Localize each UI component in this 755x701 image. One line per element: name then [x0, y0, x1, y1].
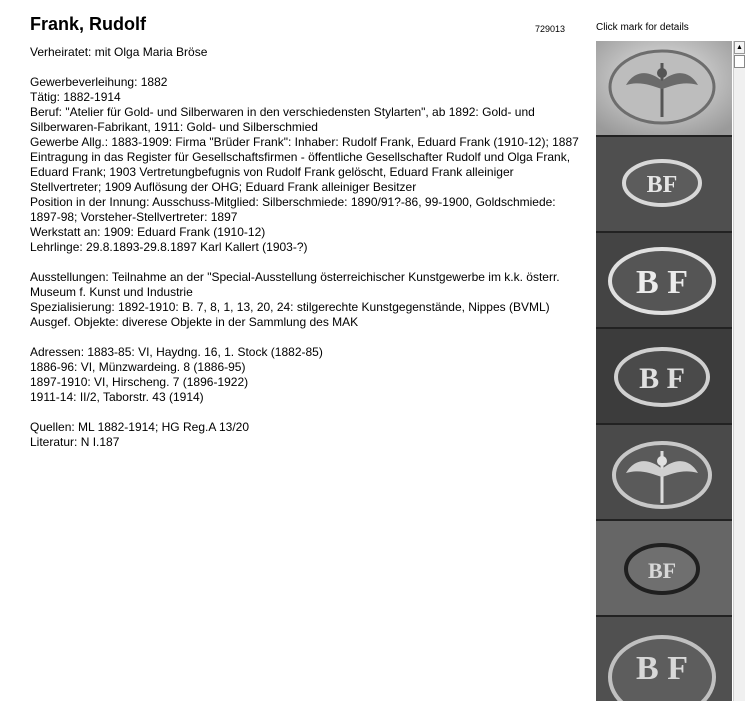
address-line: 1886-96: VI, Münzwardeing. 8 (1886-95) — [30, 360, 246, 374]
trade-general-line: Gewerbe Allg.: 1883-1909: Firma "Brüder Frank": Inhaber: Rudolf Frank, Eduard Frank (1910-12); 1887 Eintragung in das Register für Gesellschaftsfirmen - öffentliche Gesellschafter Rudolf und Olga Frank, Eduard Frank; 1903 Vertretungbefugnis von Rudolf Frank gelöscht, Eduard Frank alleiniger Stellvertreter; 1909 Auflösung der OHG; Eduard Frank alleiniger Besitzer — [30, 135, 579, 194]
svg-text:BF: BF — [647, 558, 677, 583]
svg-text:B F: B F — [639, 362, 685, 395]
bf-mark-icon — [596, 329, 732, 423]
vertical-scrollbar[interactable] — [733, 41, 745, 701]
scroll-thumb[interactable] — [734, 55, 745, 68]
marks-column — [596, 41, 732, 701]
marks-hint: Click mark for details — [596, 22, 689, 33]
bf-mark-icon — [596, 233, 732, 327]
specialization-line: Spezialisierung: 1892-1910: B. 7, 8, 1, 13, 20, 24: stilgerechte Kunstgegenstände, Nippes (BVML) — [30, 300, 550, 314]
profession-line: Beruf: "Atelier für Gold- und Silberwaren in den verschiedensten Stylarten", ab 1892: Gold- und Silberwaren-Fabrikant, 1911: Gold- und Silberschmied — [30, 105, 535, 134]
scroll-up-icon[interactable]: ▲ — [734, 41, 745, 54]
active-line: Tätig: 1882-1914 — [30, 90, 121, 104]
hallmark-image[interactable] — [596, 617, 732, 701]
apprentices-line: Lehrlinge: 29.8.1893-29.8.1897 Karl Kallert (1903-?) — [30, 240, 308, 254]
guild-position-line: Position in der Innung: Ausschuss-Mitglied: Silberschmiede: 1890/91?-86, 99-1900, Goldschmiede: 1897-98; Vorsteher-Stellvertreter: 1897 — [30, 195, 556, 224]
address-line: Adressen: 1883-85: VI, Haydng. 16, 1. Stock (1882-85) — [30, 345, 323, 359]
literature-line: Literatur: N I.187 — [30, 435, 120, 449]
caduceus-mark-icon — [596, 425, 732, 519]
hallmark-image[interactable] — [596, 329, 732, 423]
exhibitions-line: Ausstellungen: Teilnahme an der "Special-Ausstellung österreichischer Kunstgewerbe im k.k. österr. Museum f. Kunst und Industrie — [30, 270, 560, 299]
address-line: 1911-14: II/2, Taborstr. 43 (1914) — [30, 390, 204, 404]
sources-line: Quellen: ML 1882-1914; HG Reg.A 13/20 — [30, 420, 250, 434]
caduceus-mark-icon — [596, 41, 732, 135]
record-id: 729013 — [535, 24, 566, 34]
bf-mark-icon — [596, 137, 732, 231]
objects-line: Ausgef. Objekte: diverese Objekte in der Sammlung des MAK — [30, 315, 359, 329]
hallmark-image[interactable] — [596, 137, 732, 231]
married-line: Verheiratet: mit Olga Maria Bröse — [30, 45, 208, 59]
svg-text:B F: B F — [636, 264, 688, 301]
workshop-line: Werkstatt an: 1909: Eduard Frank (1910-12) — [30, 225, 266, 239]
hallmark-image[interactable] — [596, 41, 732, 135]
hallmark-image[interactable] — [596, 233, 732, 327]
svg-text:BF: BF — [646, 172, 678, 198]
address-line: 1897-1910: VI, Hirscheng. 7 (1896-1922) — [30, 375, 249, 389]
bf-mark-icon — [596, 617, 732, 701]
trade-license-line: Gewerbeverleihung: 1882 — [30, 75, 168, 89]
svg-text:B F: B F — [636, 650, 688, 687]
biography-details — [30, 45, 585, 450]
hallmark-image[interactable] — [596, 425, 732, 519]
hallmark-image[interactable] — [596, 521, 732, 615]
page-title: Frank, Rudolf — [30, 14, 146, 34]
bf-mark-icon — [596, 521, 732, 615]
